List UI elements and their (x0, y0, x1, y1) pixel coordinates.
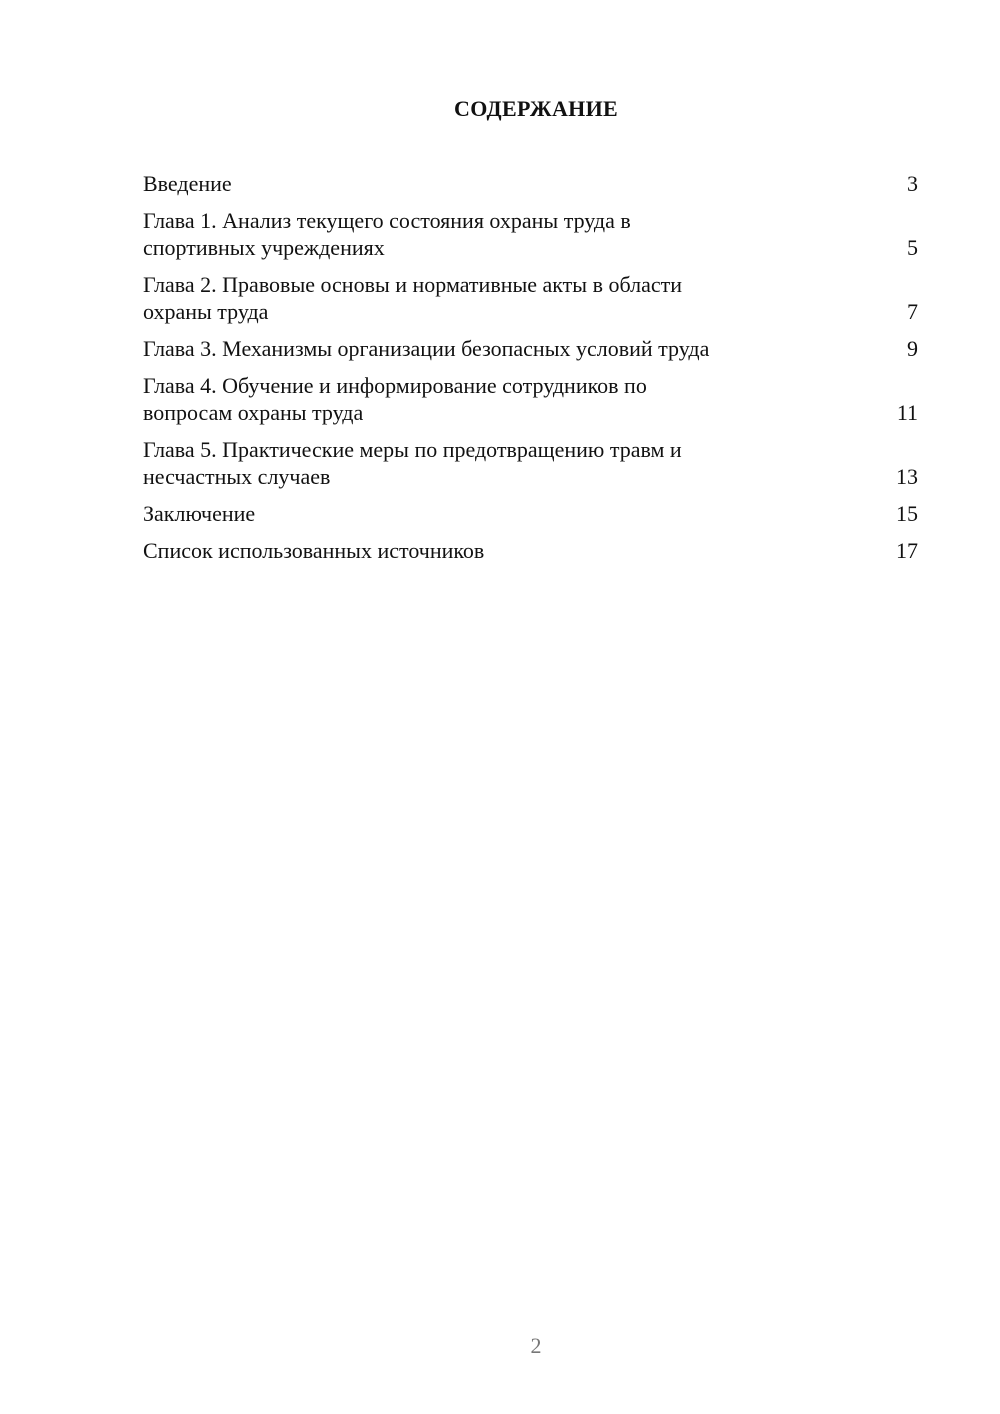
table-of-contents (143, 170, 918, 574)
toc-entry-page: 11 (896, 400, 918, 425)
toc-entry-line: спортивных учреждениях (143, 235, 385, 260)
toc-entry-page: 7 (907, 299, 918, 324)
toc-entry-introduction (143, 170, 918, 197)
toc-entry-page: 5 (907, 235, 918, 260)
toc-entry-line: охраны труда (143, 299, 269, 324)
toc-entry-chapter-1 (143, 207, 918, 261)
toc-entry-line: Введение (143, 171, 232, 196)
toc-entry-chapter-5 (143, 436, 918, 490)
toc-entry-page: 15 (896, 501, 918, 526)
toc-entry-page: 9 (907, 336, 918, 361)
toc-entry-line: Глава 1. Анализ текущего состояния охраны труда в (143, 208, 631, 233)
toc-entry-chapter-4 (143, 372, 918, 426)
toc-entry-chapter-2 (143, 271, 918, 325)
toc-entry-line: Заключение (143, 501, 256, 526)
page-number: 2 (530, 1333, 542, 1358)
toc-entry-line: Глава 4. Обучение и информирование сотрудников по (143, 373, 647, 398)
toc-entry-line: Глава 3. Механизмы организации безопасных условий труда (143, 336, 710, 361)
toc-entry-line: вопросам охраны труда (143, 400, 364, 425)
toc-entry-page: 17 (896, 538, 918, 563)
toc-entry-line: несчастных случаев (143, 464, 331, 489)
toc-entry-line: Глава 2. Правовые основы и нормативные акты в области (143, 272, 683, 297)
toc-entry-page: 13 (896, 464, 918, 489)
toc-entry-line: Список использованных источников (143, 538, 485, 563)
toc-title: СОДЕРЖАНИЕ (454, 96, 618, 121)
toc-entry-chapter-3 (143, 335, 918, 362)
toc-entry-references (143, 537, 918, 564)
toc-entry-conclusion (143, 500, 918, 527)
toc-entry-line: Глава 5. Практические меры по предотвращению травм и (143, 437, 682, 462)
toc-entry-page: 3 (907, 171, 918, 196)
